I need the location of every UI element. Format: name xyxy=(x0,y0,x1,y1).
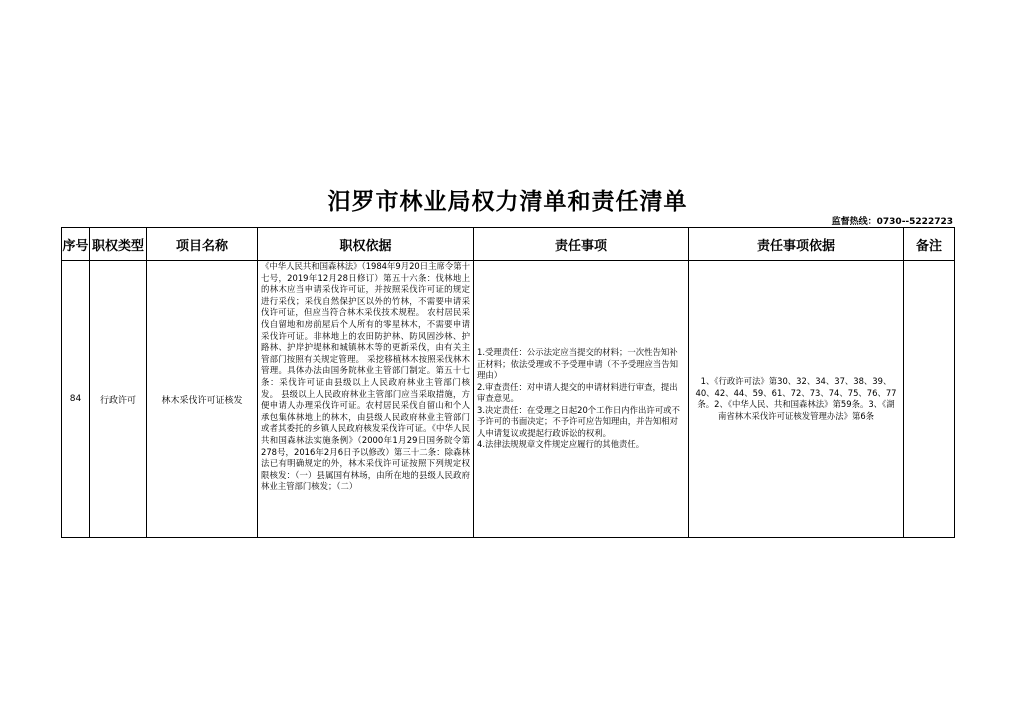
header-resp-basis: 责任事项依据 xyxy=(689,228,904,261)
cell-basis xyxy=(258,261,474,538)
cell-resp-basis: 1、《行政许可法》第30、32、34、37、38、39、40、42、44、59、61、72、73、74、75、76、77条。2、《中华人民、共和国森林法》第59条。3、《湖南省林木采伐许可证核发管理办法》第6条 xyxy=(689,261,904,538)
header-note: 备注 xyxy=(904,228,955,261)
cell-seq: 84 xyxy=(62,261,90,538)
power-list-table xyxy=(61,227,955,538)
header-resp: 责任事项 xyxy=(474,228,689,261)
header-type: 职权类型 xyxy=(90,228,147,261)
cell-name: 林木采伐许可证核发 xyxy=(147,261,258,538)
cell-resp xyxy=(474,261,689,538)
hotline-text: 监督热线：0730--5222723 xyxy=(831,217,953,227)
resp-item-4: 4.法律法规规章文件规定应履行的其他责任。 xyxy=(477,439,645,450)
header-name: 项目名称 xyxy=(147,228,258,261)
cell-type: 行政许可 xyxy=(90,261,147,538)
resp-item-2: 2.审查责任：对申请人提交的申请材料进行审查，提出审查意见。 xyxy=(477,381,678,404)
resp-item-1: 1.受理责任：公示法定应当提交的材料；一次性告知补正材料；依法受理或不予受理申请（不予受理应当告知理由） xyxy=(477,347,678,381)
table-row xyxy=(62,261,955,538)
header-basis: 职权依据 xyxy=(258,228,474,261)
cell-note xyxy=(904,261,955,538)
basis-text: 《中华人民共和国森林法》（1984年9月20日主席令第十七号，2019年12月28日修订）第五十六条：伐林地上的林木应当申请采伐许可证，并按照采伐许可证的规定进行采伐；采伐自然保护区以外的竹林，不需要申请采伐许可证，但应当符合林木采伐技术规程。 农村居民采伐自留地和房前屋后个人所有的零星林木，不需要申请采伐许可证。非林地上的农田防护林、防风固沙林、护路林、护岸护堤林和城镇林木等的更新采伐，由有关主管部门按照有关规定管理。 采挖移植林木按照采伐林木管理。具体办法由国务院林业主管部门制定。第五十七条：采伐许可证由县级以上人民政府林业主管部门核发。 县级以上人民政府林业主管部门应当采取措施，方便申请人办理采伐许可证。农村居民采伐自留山和个人承包集体林地上的林木，由县级人民政府林业主管部门或者其委托的乡镇人民政府核发采伐许可证。《中华人民共和国森林法实施条例》（2000年1月29日国务院令第278号，2016年2月6日予以修改）第三十二条：除森林法已有明确规定的外，林木采伐许可证按照下列规定权限核发：（一）县属国有林场，由所在地的县级人民政府林业主管部门核发；（二） xyxy=(261,261,470,492)
table-header-row xyxy=(62,228,955,261)
resp-item-3: 3.决定责任：在受理之日起20个工作日内作出许可或不予许可的书面决定；不予许可应告知理由，并告知相对人申请复议或提起行政诉讼的权利。 xyxy=(477,404,680,438)
page-title: 汨罗市林业局权力清单和责任清单 xyxy=(327,189,688,215)
header-seq: 序号 xyxy=(62,228,90,261)
